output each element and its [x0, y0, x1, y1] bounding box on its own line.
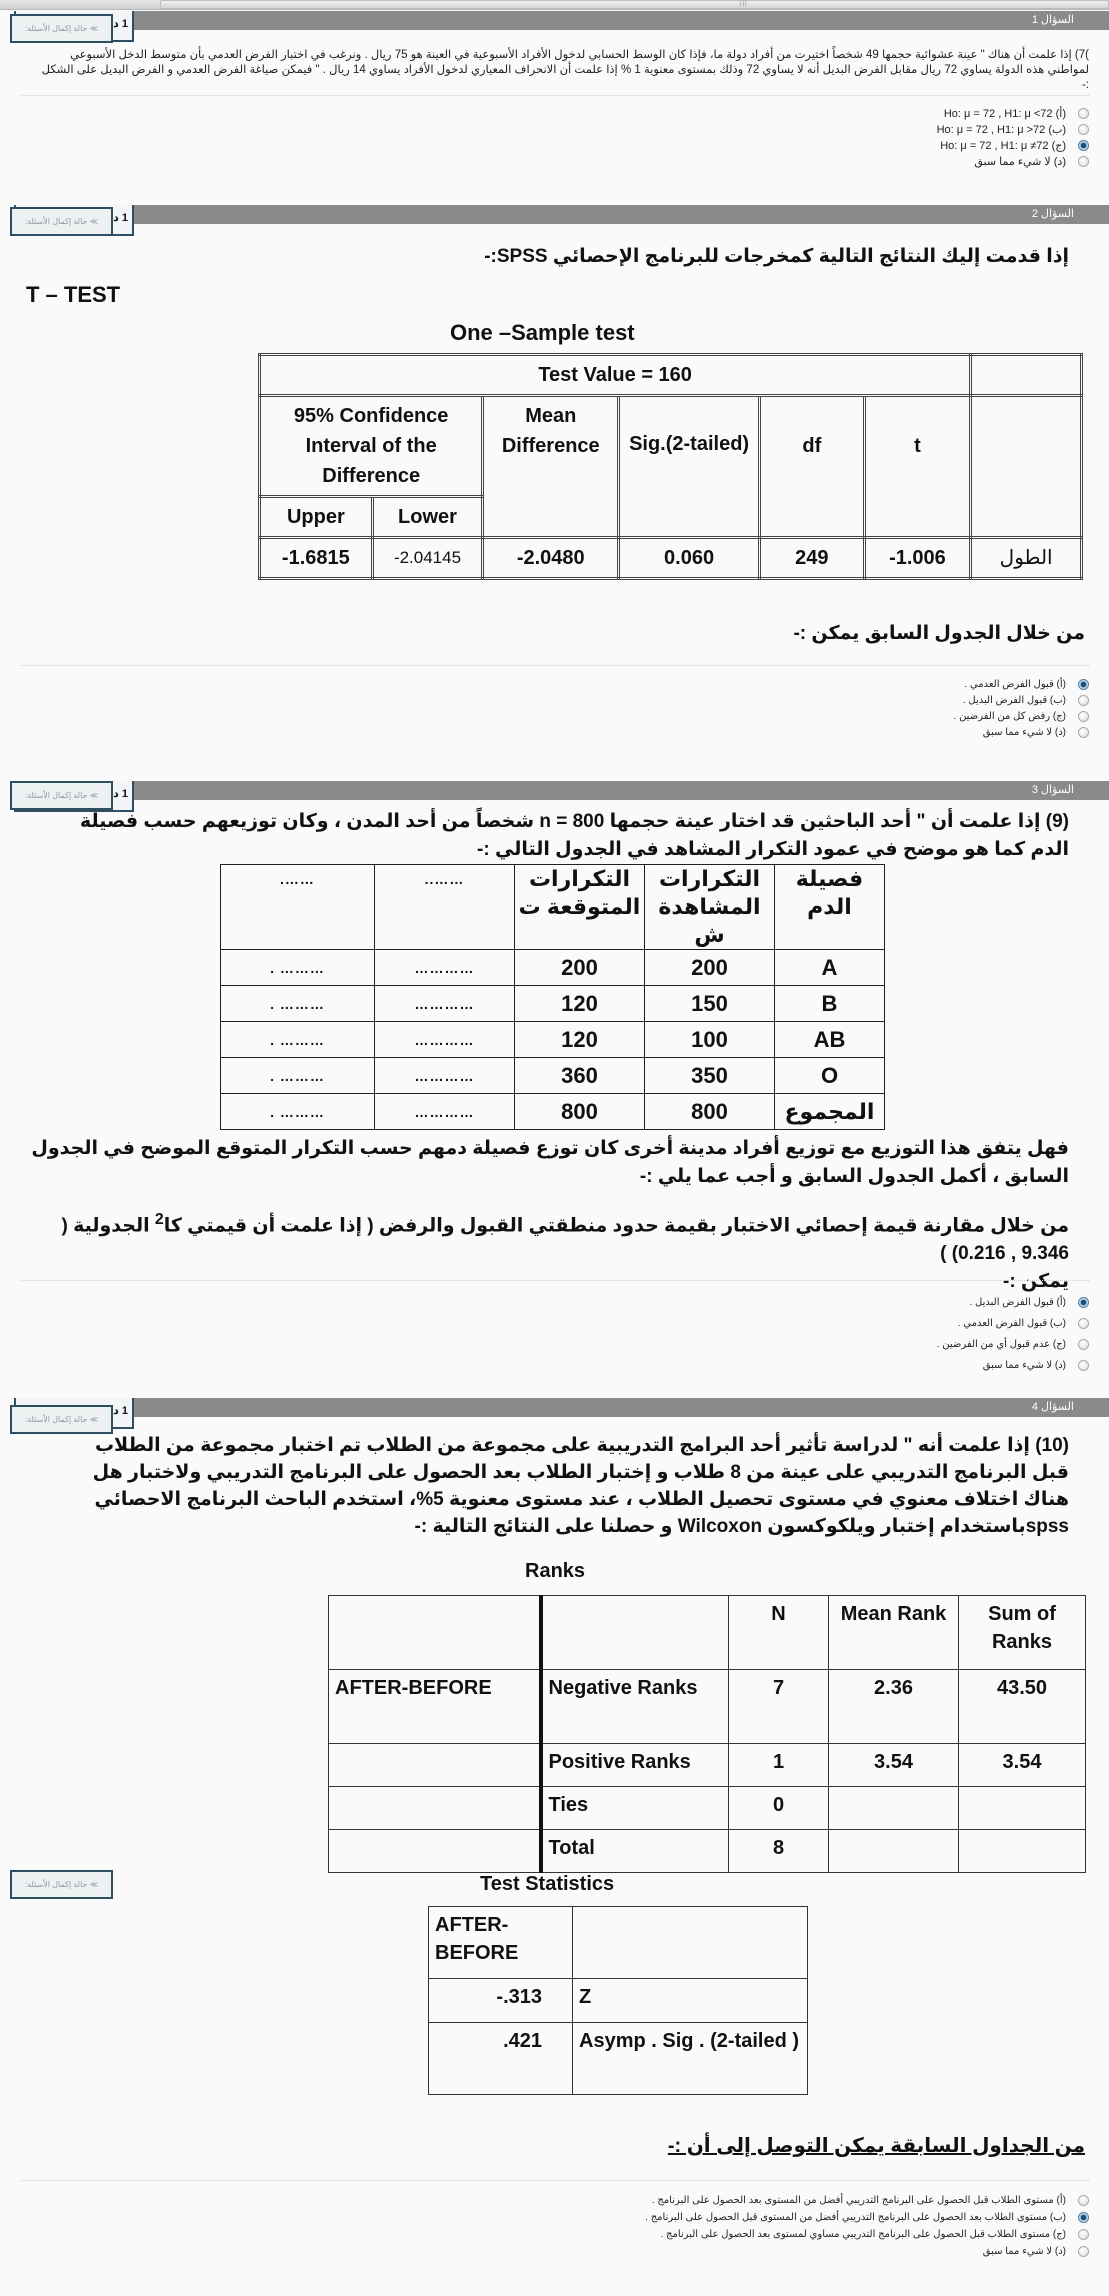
question-points: 1 د: [14, 781, 134, 812]
upper-header: Upper: [260, 497, 373, 538]
header-cell: فصيلة الدم: [775, 865, 885, 950]
scrollbar-thumb[interactable]: [160, 0, 1109, 9]
test-statistics-table: AFTER-BEFORE -.313 Z .421 Asymp . Sig . (2-tailed ): [428, 1906, 808, 2095]
completion-status-button[interactable]: [10, 781, 113, 810]
radio-button[interactable]: [1078, 711, 1089, 722]
option-b[interactable]: (ب) قبول الفرض العدمي .: [937, 1313, 1089, 1334]
option-c[interactable]: (ج) مستوى الطلاب قبل الحصول على البرنامج التدريبي مساوي لمستوى بعد الحصول على البرنامج .: [645, 2226, 1089, 2243]
completion-status-button[interactable]: [10, 1405, 113, 1434]
radio-button-selected[interactable]: [1078, 2212, 1089, 2223]
question-2-header: [14, 205, 1109, 224]
completion-status-label: حالة إكمال الأسئلة:: [24, 217, 88, 226]
question-title: السؤال 3: [1031, 784, 1074, 796]
test-value-cell: Test Value = 160: [260, 355, 971, 396]
question-3-options: [937, 1292, 1089, 1376]
completion-status-button[interactable]: [10, 207, 113, 236]
question-4-text: (10) إذا علمت أنه " لدراسة تأثير أحد البرامج التدريبية على مجموعة من الطلاب تم اختبار مجموعة من الطلاب قبل البرنامج التدريبي على عينة من 8 طلاب و إختبار الطلاب بعد الحصول على البرنامج التدريبي ولاختبار هل هناك اختلاف معنوي في مستوى تحصيل الطلاب ، عند مستوى معنوية 5%، استخدم الباحث البرنامج الاحصائي spssباستخدام إختبار ويلكوكسون Wilcoxon و حصلنا على النتائج التالية :-: [92, 1435, 1069, 1537]
table-row: B 150 120 ………… ……… .: [221, 986, 885, 1022]
sig-value: 0.060: [619, 538, 760, 579]
radio-button[interactable]: [1078, 727, 1089, 738]
header-cell: ……..: [375, 865, 515, 950]
divider: [20, 95, 1089, 96]
question-3-text-3: من خلال مقارنة قيمة إحصائي الاختبار بقيمة حدود منطقتي القبول والرفض ( إذا علمت أن قيمتي كا$^2$ الجدولية ( 9.346 , 0.216) ) يمكن :-: [61, 1211, 1069, 1293]
table-row: Total 8: [329, 1830, 1086, 1873]
empty-cell: [971, 396, 1082, 538]
question-title: السؤال 1: [1031, 14, 1074, 26]
table-row: O 350 360 ………… ……… .: [221, 1058, 885, 1094]
radio-button[interactable]: [1078, 695, 1089, 706]
radio-button[interactable]: [1078, 124, 1089, 135]
table-row: AFTER-BEFORE Negative Ranks 7 2.36 43.50: [329, 1670, 1086, 1744]
table-row: Ties 0: [329, 1787, 1086, 1830]
radio-button[interactable]: [1078, 1339, 1089, 1350]
question-4-options: [645, 2192, 1089, 2260]
option-b[interactable]: (ب) قبول الفرض البديل .: [954, 692, 1089, 708]
empty-cell: [971, 355, 1082, 396]
question-points: 1 د: [14, 1398, 134, 1429]
header-cell: التكرارات المتوقعة ت: [515, 865, 645, 950]
one-sample-test-table: [258, 353, 1083, 580]
radio-button-selected[interactable]: [1078, 1297, 1089, 1308]
option-a[interactable]: (أ) Ho: μ = 72 , H1: μ <72: [937, 105, 1089, 121]
radio-button-selected[interactable]: [1078, 679, 1089, 690]
completion-status-label: حالة إكمال الأسئلة:: [24, 24, 88, 33]
question-4-header: [14, 1398, 1109, 1417]
horizontal-scrollbar[interactable]: [0, 0, 1109, 10]
question-1-options: [937, 105, 1089, 169]
row-label: الطول: [971, 538, 1082, 579]
table-row: -.313 Z: [429, 1979, 808, 2023]
radio-button[interactable]: [1078, 108, 1089, 119]
header-cell: …….: [221, 865, 375, 950]
option-c[interactable]: (ج) رفض كل من الفرضين .: [954, 708, 1089, 724]
option-a[interactable]: (أ) قبول الفرض العدمي .: [954, 676, 1089, 692]
table-row: A 200 200 ………… ……… .: [221, 950, 885, 986]
option-c[interactable]: (ج) عدم قبول أي من الفرضين .: [937, 1334, 1089, 1355]
question-1-text: )7) إذا علمت أن هناك " عينة عشوائية حجمها 49 شخصاً اختيرت من أفراد دولة ما، فإذا كان الوسط الحسابي لدخول الأفراد الأسبوعية في العينة هو 75 ريال . ونرغب في اختبار الفرض العدمي بأن متوسط الدخل الأسبوعي لمواطني هذه الدولة يساوي 72 ريال مقابل الفرض البديل أنه لا يساوي 72 وذلك بمستوى معنوية 1 % إذا علمت أن الانحراف المعياري لدخول الأفراد يساوي 14 ريال . " فيمكن صياغة الفرض العدمي و الفرض البديل على الشكل :-: [41, 49, 1089, 91]
ranks-title: Ranks: [525, 1560, 586, 1582]
question-3-header: [14, 781, 1109, 800]
option-b[interactable]: (ب) Ho: μ = 72 , H1: μ >72: [937, 121, 1089, 137]
t-header: t: [864, 396, 971, 538]
mean-diff-value: -2.0480: [483, 538, 619, 579]
table-row: AB 100 120 ………… ……… .: [221, 1022, 885, 1058]
question-3-text-2: فهل يتفق هذا التوزيع مع توزيع أفراد مدينة أخرى كان توزع فصيلة دمهم حسب التكرار المتوقع الموضح في الجدول السابق ، أكمل الجدول السابق و أجب عما يلي :-: [31, 1138, 1069, 1187]
lower-value: -2.04145: [372, 538, 483, 579]
question-points: 1 د: [14, 205, 134, 236]
option-d[interactable]: (د) لا شيء مما سبق: [645, 2243, 1089, 2260]
blood-type-table: [220, 864, 885, 1130]
chevron-down-icon: ≫: [89, 791, 99, 800]
question-1-header: [14, 11, 1109, 30]
lower-header: Lower: [372, 497, 483, 538]
divider: [20, 2180, 1089, 2181]
option-d[interactable]: (د) لا شيء مما سبق: [937, 1355, 1089, 1376]
radio-button[interactable]: [1078, 1360, 1089, 1371]
df-value: 249: [760, 538, 865, 579]
completion-status-label: حالة إكمال الأسئلة:: [24, 1880, 88, 1889]
header-cell: التكرارات المشاهدة ش: [645, 865, 775, 950]
question-3-text: (9) إذا علمت أن " أحد الباحثين قد اختار عينة حجمها 800 = n شخصاً من أحد المدن ، وكان توزيعهم حسب فصيلة الدم كما هو موضح في عمود التكرار المشاهد في الجدول التالي :-: [79, 811, 1069, 860]
radio-button[interactable]: [1078, 2229, 1089, 2240]
upper-value: -1.6815: [260, 538, 373, 579]
completion-status-label: حالة إكمال الأسئلة:: [24, 791, 88, 800]
table-title: One –Sample test: [450, 320, 635, 345]
option-d[interactable]: (د) لا شيء مما سبق: [954, 724, 1089, 740]
option-a[interactable]: (أ) قبول الفرض البديل .: [937, 1292, 1089, 1313]
completion-status-button[interactable]: [10, 14, 113, 43]
option-a[interactable]: (أ) مستوى الطلاب قبل الحصول على البرنامج التدريبي أفضل من المستوى بعد الحصول على البرنامج .: [645, 2192, 1089, 2209]
question-4-prompt: من الجداول السابقة يمكن التوصل إلى أن :-: [667, 2135, 1085, 2157]
sig-header: Sig.(2-tailed): [619, 396, 760, 538]
completion-status-label: حالة إكمال الأسئلة:: [24, 1415, 88, 1424]
radio-button[interactable]: [1078, 1318, 1089, 1329]
question-2-prompt: من خلال الجدول السابق يمكن :-: [793, 623, 1085, 644]
mean-diff-header: Mean Difference: [483, 396, 619, 538]
radio-button[interactable]: [1078, 2246, 1089, 2257]
question-points: 1 د: [14, 11, 134, 42]
radio-button[interactable]: [1078, 2195, 1089, 2206]
question-2-intro: إذا قدمت إليك النتائج التالية كمخرجات للبرنامج الإحصائي SPSS:-: [484, 246, 1069, 267]
radio-button[interactable]: [1078, 156, 1089, 167]
question-title: السؤال 4: [1031, 1401, 1074, 1413]
option-c[interactable]: (ج) Ho: μ = 72 , H1: μ ≠72: [937, 137, 1089, 153]
chevron-down-icon: ≫: [89, 217, 99, 226]
chevron-down-icon: ≫: [89, 1880, 99, 1889]
table-row: .421 Asymp . Sig . (2-tailed ): [429, 2023, 808, 2095]
divider: [20, 665, 1089, 666]
chevron-down-icon: ≫: [89, 24, 99, 33]
question-title: السؤال 2: [1031, 208, 1074, 220]
completion-status-button[interactable]: [10, 1870, 113, 1899]
ci-header: 95% Confidence Interval of the Difference: [260, 396, 483, 497]
table-row: Positive Ranks 1 3.54 3.54: [329, 1744, 1086, 1787]
ttest-label: T – TEST: [26, 282, 121, 307]
divider: [20, 1280, 1089, 1281]
chevron-down-icon: ≫: [89, 1415, 99, 1424]
question-2-options: [954, 676, 1089, 740]
df-header: df: [760, 396, 865, 538]
t-value: -1.006: [864, 538, 971, 579]
scrollbar-grip-icon: |||: [740, 1, 748, 7]
test-statistics-title: Test Statistics: [480, 1873, 615, 1895]
ranks-table: N Mean Rank Sum of Ranks AFTER-BEFORE Negative Ranks 7 2.36 43.50 Positive Ranks 1 3.54 3.54 Ties 0 Total 8: [328, 1595, 1086, 1873]
radio-button-selected[interactable]: [1078, 140, 1089, 151]
table-row: المجموع 800 800 ………… ……… .: [221, 1094, 885, 1130]
option-d[interactable]: (د) لا شيء مما سبق: [937, 153, 1089, 169]
option-b[interactable]: (ب) مستوى الطلاب بعد الحصول على البرنامج التدريبي أفضل من المستوى قبل الحصول على البرنامج .: [645, 2209, 1089, 2226]
